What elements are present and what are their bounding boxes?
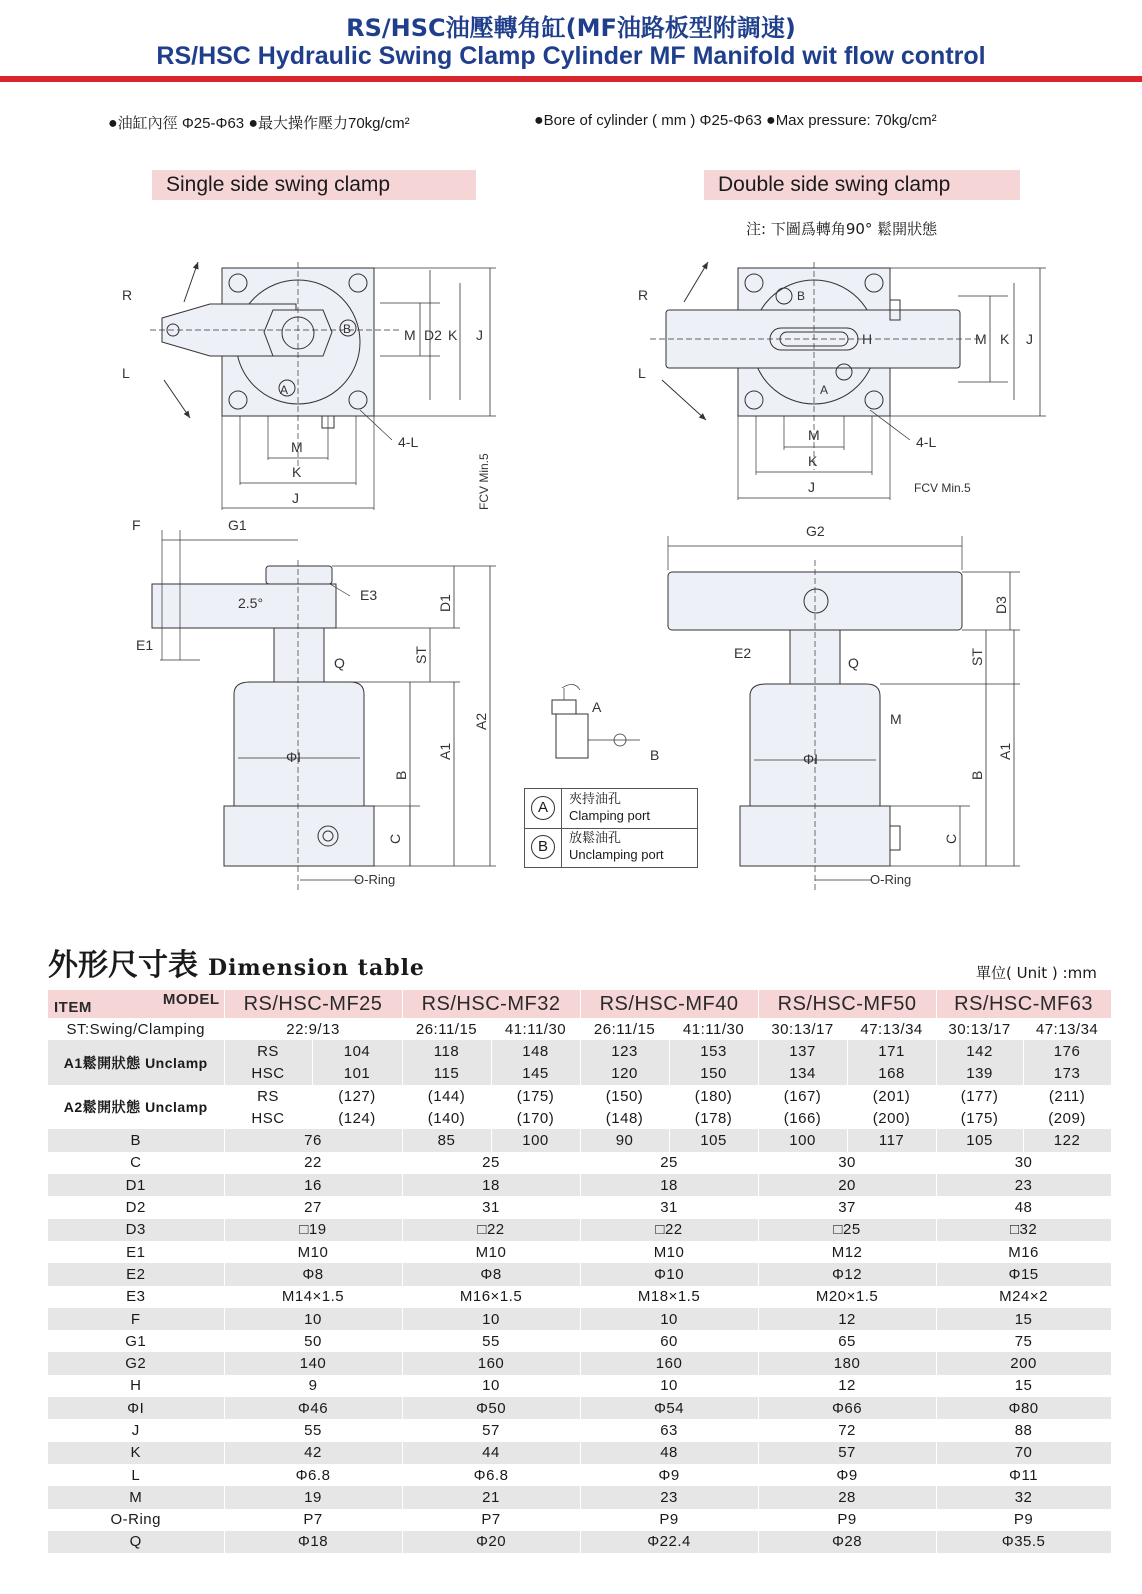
table-cell: 148: [491, 1040, 580, 1062]
table-cell: 22:9/13: [224, 1018, 402, 1040]
table-row: [48, 1018, 1111, 1040]
row-label: D1: [48, 1174, 224, 1196]
table-row: [48, 1040, 1111, 1062]
legend-row-a: [525, 789, 697, 829]
table-cell: M24×2: [936, 1286, 1111, 1308]
table-cell: 19: [224, 1486, 402, 1508]
label-j-vert-double: J: [1026, 331, 1033, 347]
label-e2: E2: [734, 645, 752, 661]
row-label: A1鬆開狀態 Unclamp: [48, 1040, 224, 1085]
label-l: L: [122, 365, 130, 381]
unit-label: 單位( Unit ) :mm: [976, 964, 1097, 982]
table-cell: 26:11/15: [580, 1018, 669, 1040]
table-row: [48, 1219, 1111, 1241]
row-label: K: [48, 1442, 224, 1464]
table-cell: P9: [580, 1509, 758, 1531]
table-cell: 41:11/30: [669, 1018, 758, 1040]
table-row: [48, 1352, 1111, 1374]
legend-row-b: [525, 828, 697, 867]
table-cell: 10: [580, 1308, 758, 1330]
table-cell: 101: [312, 1063, 402, 1085]
sub-label: RS: [224, 1040, 312, 1062]
table-cell: Φ22.4: [580, 1531, 758, 1553]
table-cell: 12: [758, 1308, 936, 1330]
table-cell: (211): [1023, 1085, 1111, 1107]
table-cell: M16×1.5: [402, 1286, 580, 1308]
single-front-view: [152, 530, 496, 890]
table-cell: 72: [758, 1419, 936, 1441]
row-label: D3: [48, 1219, 224, 1241]
table-cell: 26:11/15: [402, 1018, 491, 1040]
label-b: B: [343, 322, 352, 336]
label-fcv-double: FCV Min.5: [914, 481, 971, 495]
table-cell: 180: [758, 1352, 936, 1374]
table-cell: 70: [936, 1442, 1111, 1464]
table-cell: 42: [224, 1442, 402, 1464]
table-cell: M14×1.5: [224, 1286, 402, 1308]
table-cell: (175): [936, 1107, 1023, 1129]
table-cell: 23: [580, 1486, 758, 1508]
label-e3: E3: [360, 587, 378, 603]
table-cell: 30:13/17: [936, 1018, 1023, 1040]
label-phi-i: ΦI: [286, 749, 302, 765]
table-cell: 37: [758, 1196, 936, 1218]
label-a1-double: A1: [997, 742, 1013, 760]
table-cell: P9: [758, 1509, 936, 1531]
table-cell: 85: [402, 1129, 491, 1151]
table-cell: (170): [491, 1107, 580, 1129]
table-cell: 41:11/30: [491, 1018, 580, 1040]
item-model-cell: [48, 990, 224, 1018]
label-a: A: [280, 383, 289, 397]
table-cell: (200): [847, 1107, 936, 1129]
table-cell: 122: [1023, 1129, 1111, 1151]
label-m-front: M: [890, 711, 902, 727]
table-cell: 134: [758, 1063, 847, 1085]
label-m: M: [291, 439, 303, 455]
row-label: F: [48, 1308, 224, 1330]
table-cell: 12: [758, 1375, 936, 1397]
symbol-label-b: B: [650, 747, 660, 763]
table-cell: (150): [580, 1085, 669, 1107]
table-cell: (177): [936, 1085, 1023, 1107]
table-cell: (180): [669, 1085, 758, 1107]
table-cell: 65: [758, 1330, 936, 1352]
label-e1: E1: [136, 637, 154, 653]
label-r: R: [122, 287, 133, 303]
label-m-vert: M: [404, 327, 416, 343]
model-header: RS/HSC-MF32: [402, 990, 580, 1018]
spec-pressure-en: Max pressure: 70kg/cm²: [775, 112, 937, 129]
model-label: MODEL: [162, 991, 220, 1008]
table-cell: 16: [224, 1174, 402, 1196]
label-l-double: L: [638, 365, 646, 381]
table-cell: 90: [580, 1129, 669, 1151]
table-row: [48, 1129, 1111, 1151]
table-row: [48, 1152, 1111, 1174]
table-cell: □32: [936, 1219, 1111, 1241]
table-cell: Φ6.8: [402, 1464, 580, 1486]
table-cell: 200: [936, 1352, 1111, 1374]
sub-label: RS: [224, 1085, 312, 1107]
label-b-double: B: [797, 289, 806, 303]
table-cell: 30: [936, 1152, 1111, 1174]
table-cell: 176: [1023, 1040, 1111, 1062]
table-cell: 139: [936, 1063, 1023, 1085]
legend-mark-b: B: [531, 835, 555, 859]
rotation-note: 注: 下圖爲轉角90° 鬆開狀態: [746, 220, 938, 238]
row-label: G1: [48, 1330, 224, 1352]
table-cell: 115: [402, 1063, 491, 1085]
table-cell: 150: [669, 1063, 758, 1085]
table-cell: 55: [402, 1330, 580, 1352]
table-cell: Φ28: [758, 1531, 936, 1553]
label-c: C: [387, 833, 403, 844]
table-row: [48, 1174, 1111, 1196]
port-legend: [524, 788, 698, 868]
table-cell: (127): [312, 1085, 402, 1107]
model-header: RS/HSC-MF63: [936, 990, 1111, 1018]
table-row: [48, 1486, 1111, 1508]
label-j-double: J: [808, 479, 815, 495]
table-cell: 105: [936, 1129, 1023, 1151]
label-d2: D2: [424, 327, 442, 343]
label-k: K: [292, 464, 302, 480]
table-cell: M10: [402, 1241, 580, 1263]
table-cell: 50: [224, 1330, 402, 1352]
table-cell: 171: [847, 1040, 936, 1062]
table-cell: 173: [1023, 1063, 1111, 1085]
table-cell: 47:13/34: [1023, 1018, 1111, 1040]
spec-bore-en: Bore of cylinder ( mm ) Φ25-Φ63: [543, 112, 762, 129]
table-cell: 123: [580, 1040, 669, 1062]
table-cell: 100: [758, 1129, 847, 1151]
table-cell: Φ6.8: [224, 1464, 402, 1486]
table-cell: Φ10: [580, 1263, 758, 1285]
table-row: [48, 1330, 1111, 1352]
double-top-view: [650, 262, 1046, 500]
table-row: [48, 1308, 1111, 1330]
row-label: D2: [48, 1196, 224, 1218]
row-label: G2: [48, 1352, 224, 1374]
label-k-double: K: [808, 453, 818, 469]
label-j-vert: J: [476, 327, 483, 343]
table-cell: 44: [402, 1442, 580, 1464]
table-cell: (167): [758, 1085, 847, 1107]
bullet-icon: ●: [534, 112, 544, 129]
table-cell: 30:13/17: [758, 1018, 847, 1040]
table-cell: M12: [758, 1241, 936, 1263]
table-cell: Φ9: [758, 1464, 936, 1486]
table-cell: 145: [491, 1063, 580, 1085]
table-cell: Φ80: [936, 1397, 1111, 1419]
row-label: B: [48, 1129, 224, 1151]
row-label: E2: [48, 1263, 224, 1285]
table-cell: Φ15: [936, 1263, 1111, 1285]
title-english: RS/HSC Hydraulic Swing Clamp Cylinder MF Manifold wit flow control: [156, 42, 986, 70]
table-cell: Φ8: [402, 1263, 580, 1285]
label-d3: D3: [993, 596, 1009, 614]
table-cell: (175): [491, 1085, 580, 1107]
table-cell: 60: [580, 1330, 758, 1352]
legend-en-b: Unclamping port: [569, 847, 664, 862]
label-o-ring: O-Ring: [354, 872, 396, 887]
dimension-table-title: [48, 940, 425, 984]
double-front-view: [668, 536, 1020, 890]
table-cell: 20: [758, 1174, 936, 1196]
table-cell: M10: [224, 1241, 402, 1263]
table-cell: 21: [402, 1486, 580, 1508]
table-cell: 28: [758, 1486, 936, 1508]
table-cell: 9: [224, 1375, 402, 1397]
label-c-double: C: [943, 833, 959, 844]
sub-label: HSC: [224, 1063, 312, 1085]
row-label: M: [48, 1486, 224, 1508]
row-label: E3: [48, 1286, 224, 1308]
legend-cn-b: 放鬆油孔: [569, 830, 622, 845]
hydraulic-symbol: [552, 684, 640, 758]
legend-text-a: [569, 790, 650, 824]
row-label: Q: [48, 1531, 224, 1553]
table-cell: 15: [936, 1375, 1111, 1397]
table-cell: M16: [936, 1241, 1111, 1263]
table-cell: 105: [669, 1129, 758, 1151]
table-cell: □25: [758, 1219, 936, 1241]
table-cell: 57: [402, 1419, 580, 1441]
label-k-vert-double: K: [1000, 331, 1010, 347]
table-cell: P9: [936, 1509, 1111, 1531]
table-cell: 118: [402, 1040, 491, 1062]
label-st-double: ST: [969, 648, 985, 666]
table-cell: 76: [224, 1129, 402, 1151]
table-cell: 75: [936, 1330, 1111, 1352]
table-cell: Φ8: [224, 1263, 402, 1285]
table-title-en: Dimension table: [208, 955, 425, 981]
table-cell: 120: [580, 1063, 669, 1085]
table-cell: 18: [402, 1174, 580, 1196]
row-label: C: [48, 1152, 224, 1174]
label-g2: G2: [806, 523, 825, 539]
table-row: [48, 1263, 1111, 1285]
table-cell: 32: [936, 1486, 1111, 1508]
label-j: J: [292, 490, 299, 506]
table-cell: 31: [402, 1196, 580, 1218]
label-4l: 4-L: [398, 434, 419, 450]
table-cell: 25: [580, 1152, 758, 1174]
single-side-label: Single side swing clamp: [152, 170, 476, 200]
table-cell: Φ12: [758, 1263, 936, 1285]
table-cell: 22: [224, 1152, 402, 1174]
table-row: [48, 1241, 1111, 1263]
table-row: [48, 1509, 1111, 1531]
row-label: L: [48, 1464, 224, 1486]
table-row: [48, 1286, 1111, 1308]
row-label: ΦI: [48, 1397, 224, 1419]
table-cell: Φ50: [402, 1397, 580, 1419]
table-cell: (148): [580, 1107, 669, 1129]
table-cell: (201): [847, 1085, 936, 1107]
label-m-double: M: [808, 427, 820, 443]
table-cell: Φ35.5: [936, 1531, 1111, 1553]
label-angle: 2.5°: [238, 595, 264, 611]
table-cell: Φ46: [224, 1397, 402, 1419]
row-label: A2鬆開狀態 Unclamp: [48, 1085, 224, 1130]
row-label: ST:Swing/Clamping: [48, 1018, 224, 1040]
table-cell: 63: [580, 1419, 758, 1441]
title-chinese: RS/HSC油壓轉角缸(MF油路板型附調速): [346, 14, 796, 42]
table-row: [48, 1085, 1111, 1107]
table-cell: P7: [224, 1509, 402, 1531]
table-cell: 30: [758, 1152, 936, 1174]
table-cell: □19: [224, 1219, 402, 1241]
table-cell: □22: [580, 1219, 758, 1241]
legend-en-a: Clamping port: [569, 808, 650, 823]
table-cell: 142: [936, 1040, 1023, 1062]
table-cell: 25: [402, 1152, 580, 1174]
spec-bore-cn: 油缸內徑 Φ25-Φ63: [117, 115, 245, 132]
label-g1: G1: [228, 517, 247, 533]
double-side-label: Double side swing clamp: [704, 170, 1020, 200]
model-header: RS/HSC-MF25: [224, 990, 402, 1018]
bullet-icon: ●: [766, 112, 776, 129]
table-cell: Φ9: [580, 1464, 758, 1486]
label-m-vert-double: M: [975, 331, 987, 347]
table-cell: 31: [580, 1196, 758, 1218]
label-a1: A1: [437, 742, 453, 760]
legend-mark-a: A: [531, 796, 555, 820]
table-row: [48, 1375, 1111, 1397]
table-cell: 57: [758, 1442, 936, 1464]
table-row: [48, 1442, 1111, 1464]
bullet-icon: ●: [108, 115, 118, 132]
label-fcv: FCV Min.5: [477, 453, 491, 510]
label-a-double: A: [820, 383, 829, 397]
dimension-table: [48, 990, 1112, 1553]
table-cell: Φ66: [758, 1397, 936, 1419]
table-cell: (140): [402, 1107, 491, 1129]
legend-cn-a: 夾持油孔: [569, 791, 622, 806]
row-label: J: [48, 1419, 224, 1441]
table-row: [48, 1464, 1111, 1486]
table-cell: 160: [580, 1352, 758, 1374]
label-o-ring-double: O-Ring: [870, 872, 912, 887]
table-cell: 117: [847, 1129, 936, 1151]
table-cell: 15: [936, 1308, 1111, 1330]
table-cell: (166): [758, 1107, 847, 1129]
table-header-row: [48, 990, 1111, 1018]
table-row: [48, 1397, 1111, 1419]
table-cell: 10: [402, 1308, 580, 1330]
row-label: O-Ring: [48, 1509, 224, 1531]
label-h: H: [862, 331, 873, 347]
label-q-double: Q: [848, 655, 859, 671]
table-cell: 104: [312, 1040, 402, 1062]
table-cell: 47:13/34: [847, 1018, 936, 1040]
table-cell: 140: [224, 1352, 402, 1374]
table-cell: M20×1.5: [758, 1286, 936, 1308]
table-cell: 100: [491, 1129, 580, 1151]
table-cell: 48: [580, 1442, 758, 1464]
label-q: Q: [334, 655, 345, 671]
table-cell: □22: [402, 1219, 580, 1241]
table-cell: 48: [936, 1196, 1111, 1218]
label-b-front: B: [393, 770, 409, 780]
table-cell: 10: [580, 1375, 758, 1397]
table-title-cn: 外形尺寸表: [48, 948, 198, 983]
table-cell: Φ18: [224, 1531, 402, 1553]
single-top-view: [150, 262, 496, 510]
table-cell: 10: [402, 1375, 580, 1397]
model-header: RS/HSC-MF40: [580, 990, 758, 1018]
table-cell: 168: [847, 1063, 936, 1085]
table-cell: M18×1.5: [580, 1286, 758, 1308]
table-cell: (178): [669, 1107, 758, 1129]
table-cell: (144): [402, 1085, 491, 1107]
label-st: ST: [413, 646, 429, 664]
table-cell: P7: [402, 1509, 580, 1531]
item-label: ITEM: [54, 999, 92, 1016]
row-label: H: [48, 1375, 224, 1397]
bullet-icon: ●: [248, 115, 258, 132]
table-row: [48, 1419, 1111, 1441]
table-cell: 55: [224, 1419, 402, 1441]
table-cell: M10: [580, 1241, 758, 1263]
table-cell: 23: [936, 1174, 1111, 1196]
sub-label: HSC: [224, 1107, 312, 1129]
table-row: [48, 1196, 1111, 1218]
table-cell: 10: [224, 1308, 402, 1330]
label-d1: D1: [437, 594, 453, 612]
table-cell: Φ20: [402, 1531, 580, 1553]
table-cell: 27: [224, 1196, 402, 1218]
legend-text-b: [569, 829, 664, 863]
table-cell: (209): [1023, 1107, 1111, 1129]
label-4l-double: 4-L: [916, 434, 937, 450]
label-r-double: R: [638, 287, 649, 303]
spec-pressure-cn: 最大操作壓力70kg/cm²: [257, 115, 410, 132]
table-cell: 160: [402, 1352, 580, 1374]
label-b-front-double: B: [969, 770, 985, 780]
table-cell: Φ11: [936, 1464, 1111, 1486]
model-header: RS/HSC-MF50: [758, 990, 936, 1018]
label-a2: A2: [473, 712, 489, 730]
table-cell: 18: [580, 1174, 758, 1196]
label-k-vert: K: [448, 327, 458, 343]
table-row: [48, 1531, 1111, 1553]
table-cell: 153: [669, 1040, 758, 1062]
table-cell: (124): [312, 1107, 402, 1129]
table-cell: 137: [758, 1040, 847, 1062]
label-f: F: [132, 517, 141, 533]
table-cell: 88: [936, 1419, 1111, 1441]
table-cell: Φ54: [580, 1397, 758, 1419]
symbol-label-a: A: [592, 699, 602, 715]
label-phi-i-double: ΦI: [803, 751, 819, 767]
row-label: E1: [48, 1241, 224, 1263]
